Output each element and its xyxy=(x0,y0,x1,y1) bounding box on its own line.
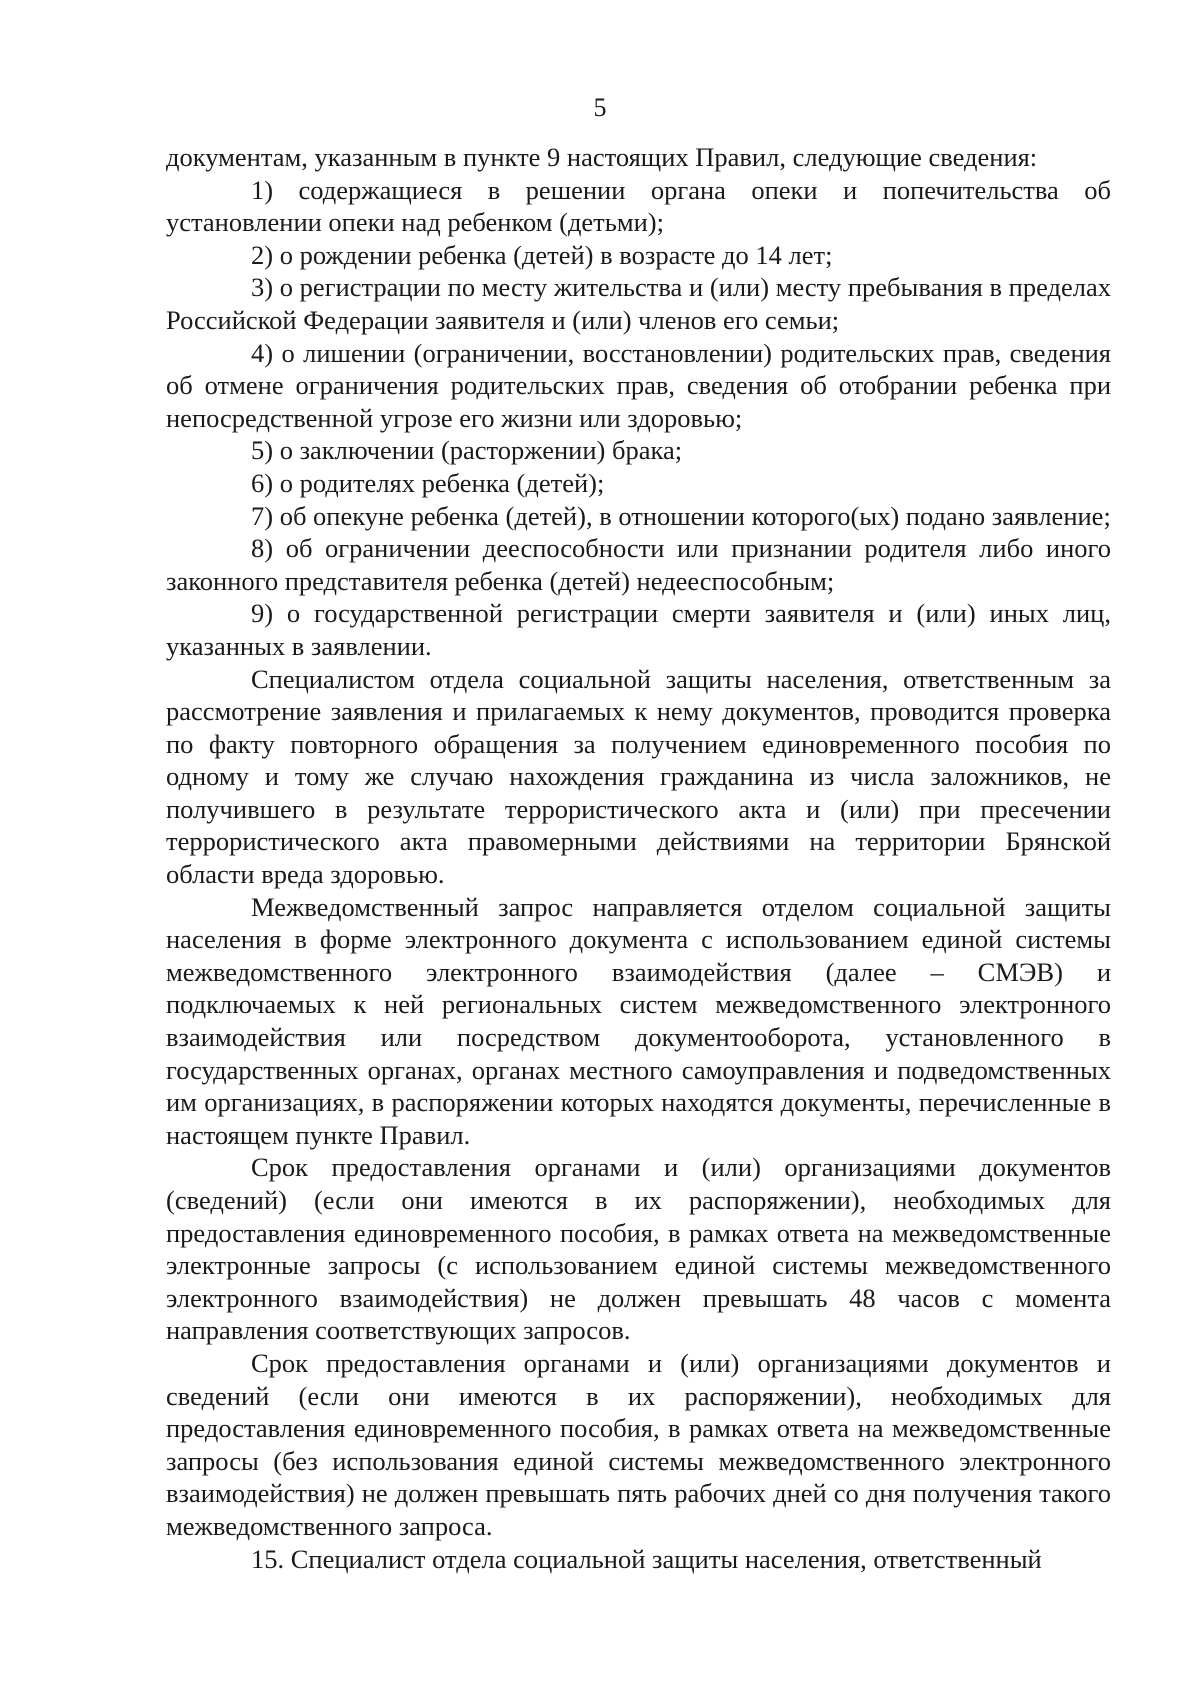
paragraph-electronic-deadline: Срок предоставления органами и (или) организациями документов (сведений) (если они имеются в их распоряжении), необходимых для предоставления единовременного пособия, в рамках ответа на межведомственные электронные запросы (с использованием единой системы межведомственного электронного взаимодействия) не должен превышать 48 часов с момента направления соответствующих запросов. xyxy=(166,1152,1111,1346)
list-item-3: 3) о регистрации по месту жительства и (или) месту пребывания в пределах Российской Федерации заявителя и (или) членов его семьи; xyxy=(166,272,1111,335)
list-item-4: 4) о лишении (ограничении, восстановлении) родительских прав, сведения об отмене ограничения родительских прав, сведения об отобрании ребенка при непосредственной угрозе его жизни или здоровью; xyxy=(166,337,1111,433)
list-item-2: 2) о рождении ребенка (детей) в возрасте до 14 лет; xyxy=(251,239,833,270)
paragraph-interagency-request: Межведомственный запрос направляется отделом социальной защиты населения в форме электронного документа с использованием единой системы межведомственного электронного взаимодействия (далее – СМЭВ) и подключаемых к ней региональных систем межведомственного электронного взаимодействия или посредством документооборота, установленного в государственных органах, органах местного самоуправления и подведомственных им организациях, в распоряжении которых находятся документы, перечисленные в настоящем пункте Правил. xyxy=(166,891,1111,1150)
document-body xyxy=(166,141,1111,1575)
paragraph-item-15: 15. Специалист отдела социальной защиты населения, ответственный xyxy=(251,1543,1042,1574)
paragraph-paper-deadline: Срок предоставления органами и (или) организациями документов и сведений (если они имеются в их распоряжении), необходимых для предоставления единовременного пособия, в рамках ответа на межведомственные запросы (без использования единой системы межведомственного электронного взаимодействия) не должен превышать пять рабочих дней со дня получения такого межведомственного запроса. xyxy=(166,1347,1111,1541)
list-item-5: 5) о заключении (расторжении) брака; xyxy=(251,435,683,466)
page-number: 5 xyxy=(593,93,607,122)
list-item-9: 9) о государственной регистрации смерти заявителя и (или) иных лиц, указанных в заявлении. xyxy=(166,598,1111,661)
paragraph-verification: Специалистом отдела социальной защиты населения, ответственным за рассмотрение заявления и прилагаемых к нему документов, проводится проверка по факту повторного обращения за получением единовременного пособия по одному и тому же случаю нахождения гражданина из числа заложников, не получившего в результате террористического акта и (или) при пресечении террористического акта правомерными действиями на территории Брянской области вреда здоровью. xyxy=(166,663,1111,890)
list-item-1: 1) содержащиеся в решении органа опеки и попечительства об установлении опеки над ребенком (детьми); xyxy=(166,174,1111,238)
list-item-6: 6) о родителях ребенка (детей); xyxy=(251,467,605,498)
list-item-7: 7) об опекуне ребенка (детей), в отношении которого(ых) подано заявление; xyxy=(251,500,1111,531)
paragraph-continuation: документам, указанным в пункте 9 настоящих Правил, следующие сведения: xyxy=(166,142,1038,172)
list-item-8: 8) об ограничении дееспособности или признании родителя либо иного законного представителя ребенка (детей) недееспособным; xyxy=(166,533,1111,596)
